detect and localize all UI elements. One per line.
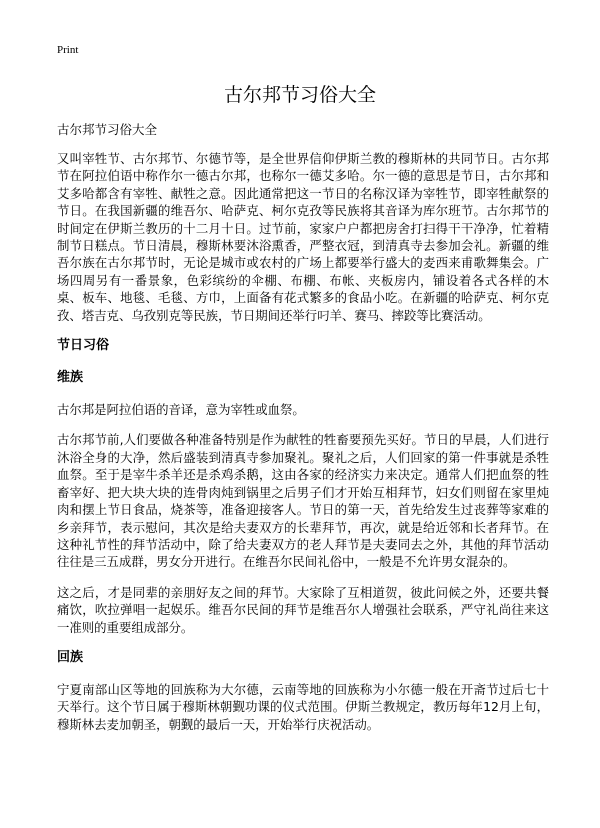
subtitle: 古尔邦节习俗大全: [57, 122, 158, 137]
page-title: 古尔邦节习俗大全: [223, 84, 376, 106]
section-heading-hui: 回族: [57, 649, 84, 665]
uyghur-paragraph-2: 古尔邦节前,人们要做各种准备特别是作为献牲的牲畜要预先买好。节日的早晨，人们进行沐浴全身的大净，然后盛装到清真寺参加聚礼。聚礼之后，人们回家的第一件事就是杀牲血祭。至于是宰牛杀羊还是杀鸡杀鹅，这由各家的经济实力来决定。通常人们把血祭的牲畜宰好、把大块大块的连骨肉炖到锅里之后男子们才开始互相拜节，妇女们则留在家里炖肉和摆上节日食品，烧茶等，准备迎接客人。节日的第一天，首先给发生过丧葬等家难的乡亲拜节，表示慰问，其次是给夫妻双方的长辈拜节，再次，就是给近邻和长者拜节。在这种礼节性的拜节活动中，除了给夫妻双方的老人拜节是夫妻同去之外，其他的拜节活动往往是三五成群，男女分开进行。在维吾尔民间礼俗中，一般是不允许男女混杂的。: [57, 432, 549, 570]
print-link[interactable]: Print: [57, 44, 79, 56]
intro-paragraph: 又叫宰牲节、古尔邦节、尔德节等，是全世界信仰伊斯兰教的穆斯林的共同节日。古尔邦节在阿拉伯语中称作尔一德古尔邦，也称尔一德艾多哈。尔一德的意思是节日，古尔邦和艾多哈都含有宰牲、献牲之意。因此通常把这一节日的名称汉译为宰牲节，即宰牲献祭的节日。在我国新疆的维吾尔、哈萨克、柯尔克孜等民族将其音译为库尔班节。古尔邦节的时间定在伊斯兰教历的十二月十日。过节前，家家户户都把房舍打扫得干干净净，忙着精制节日糕点。节日清晨，穆斯林要沐浴熏香，严整衣冠，到清真寺去参加会礼。新疆的维吾尔族在古尔邦节时，无论是城市或农村的广场上都要举行盛大的麦西来甫歌舞集会。广场四周另有一番景象，色彩缤纷的伞棚、布棚、布帐、夹板房内，铺设着各式各样的木桌、板车、地毯、毛毯、方巾，上面备有花式繁多的食品小吃。在新疆的哈萨克、柯尔克孜、塔吉克、乌孜别克等民族，节日期间还举行叼羊、赛马、摔跤等比赛活动。: [57, 151, 549, 323]
section-heading-customs: 节日习俗: [57, 338, 110, 354]
uyghur-paragraph-3: 这之后，才是同辈的亲朋好友之间的拜节。大家除了互相道贺，彼此问候之外，还要共餐痛饮，吹拉弹唱一起娱乐。维吾尔民间的拜节是维吾尔人增强社会联系，严守礼尚往来这一准则的重要组成部分。: [57, 584, 549, 635]
article-body: [57, 150, 549, 746]
section-heading-uyghur: 维族: [57, 370, 84, 386]
uyghur-paragraph-1: 古尔邦是阿拉伯语的音译，意为宰牲或血祭。: [57, 402, 305, 418]
hui-paragraph-1: 宁夏南部山区等地的回族称为大尔德，云南等地的回族称为小尔德一般在开斋节过后七十天举行。这个节日属于穆斯林朝觐功课的仪式范围。伊斯兰教规定，教历每年12月上旬，穆斯林去麦加朝圣，朝觐的最后一天，开始举行庆祝活动。: [57, 681, 549, 732]
